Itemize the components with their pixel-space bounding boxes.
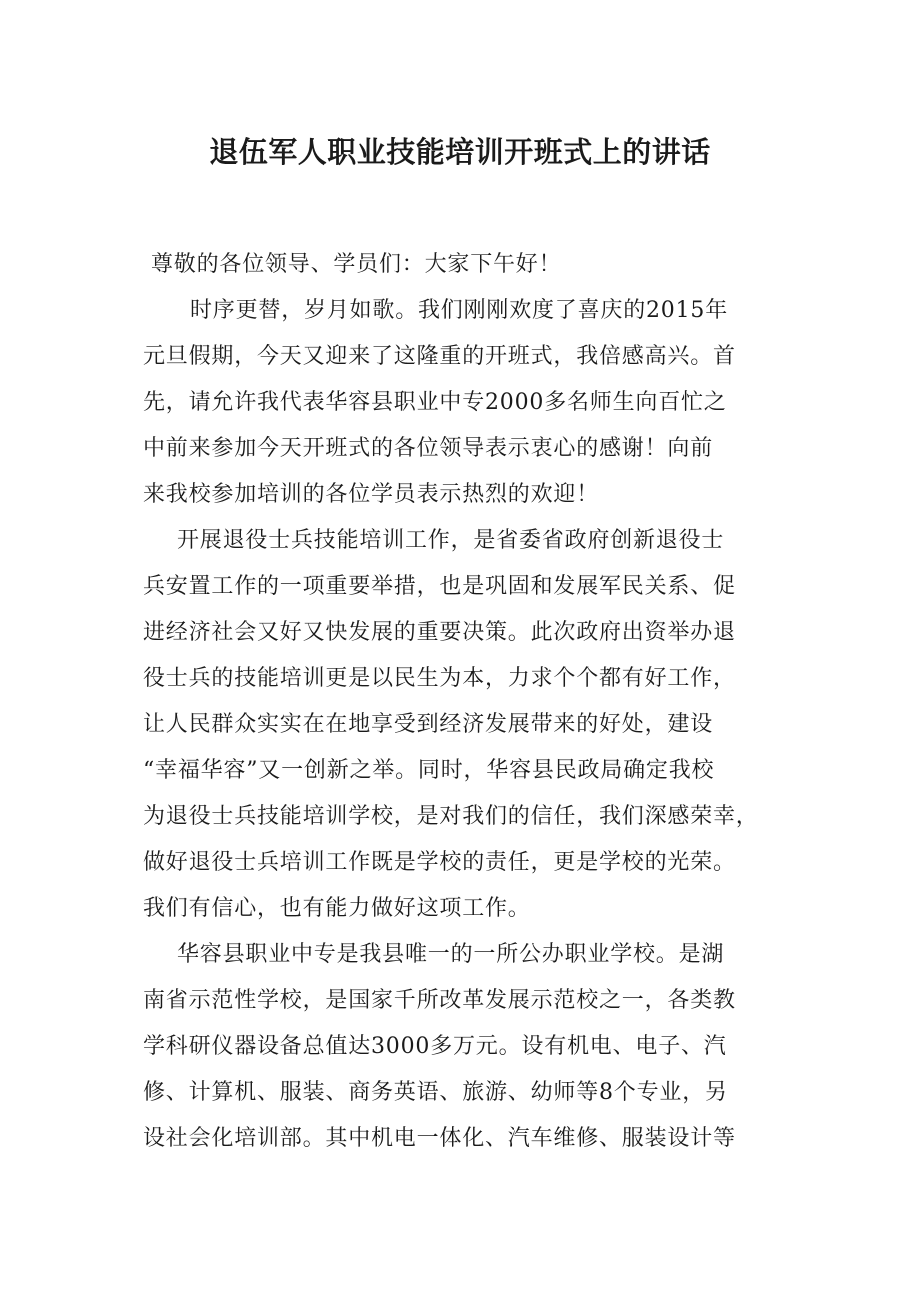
document-title: 退伍军人职业技能培训开班式上的讲话 xyxy=(209,135,711,169)
paragraph-2-line: 兵安置工作的一项重要举措，也是巩固和发展军民关系、促 xyxy=(143,574,736,599)
paragraph-2-line: 为退役士兵技能培训学校，是对我们的信任，我们深感荣幸， xyxy=(143,804,759,829)
paragraph-2-line: 开展退役士兵技能培训工作，是省委省政府创新退役士 xyxy=(177,528,725,553)
paragraph-2-line: 我们有信心，也有能力做好这项工作。 xyxy=(143,896,531,921)
paragraph-2-line: 让人民群众实实在在地享受到经济发展带来的好处，建设 xyxy=(143,712,714,737)
greeting-line: 尊敬的各位领导、学员们：大家下午好！ xyxy=(151,252,562,277)
paragraph-1-line: 先，请允许我代表华容县职业中专2000多名师生向百忙之 xyxy=(143,390,727,415)
paragraph-1-line: 时序更替，岁月如歌。我们刚刚欢度了喜庆的2015年 xyxy=(190,298,728,323)
paragraph-3-line: 学科研仪器设备总值达3000多万元。设有机电、电子、汽 xyxy=(143,1034,727,1059)
paragraph-1-line: 元旦假期，今天又迎来了这隆重的开班式，我倍感高兴。首 xyxy=(143,344,736,369)
paragraph-1-line: 中前来参加今天开班式的各位领导表示衷心的感谢！向前 xyxy=(143,436,714,461)
paragraph-3-line: 设社会化培训部。其中机电一体化、汽车维修、服装设计等 xyxy=(143,1126,736,1151)
paragraph-2-line: 做好退役士兵培训工作既是学校的责任，更是学校的光荣。 xyxy=(143,850,736,875)
document-body xyxy=(143,242,783,1162)
paragraph-2-line: “幸福华容”又一创新之举。同时，华容县民政局确定我校 xyxy=(143,758,715,783)
paragraph-1-line: 来我校参加培训的各位学员表示热烈的欢迎！ xyxy=(143,482,600,507)
paragraph-2-line: 役士兵的技能培训更是以民生为本，力求个个都有好工作， xyxy=(143,666,736,691)
paragraph-3-line: 华容县职业中专是我县唯一的一所公办职业学校。是湖 xyxy=(177,942,725,967)
paragraph-3-line: 修、计算机、服装、商务英语、旅游、幼师等8个专业，另 xyxy=(143,1080,728,1105)
paragraph-2-line: 进经济社会又好又快发展的重要决策。此次政府出资举办退 xyxy=(143,620,736,645)
paragraph-3-line: 南省示范性学校，是国家千所改革发展示范校之一，各类教 xyxy=(143,988,736,1013)
